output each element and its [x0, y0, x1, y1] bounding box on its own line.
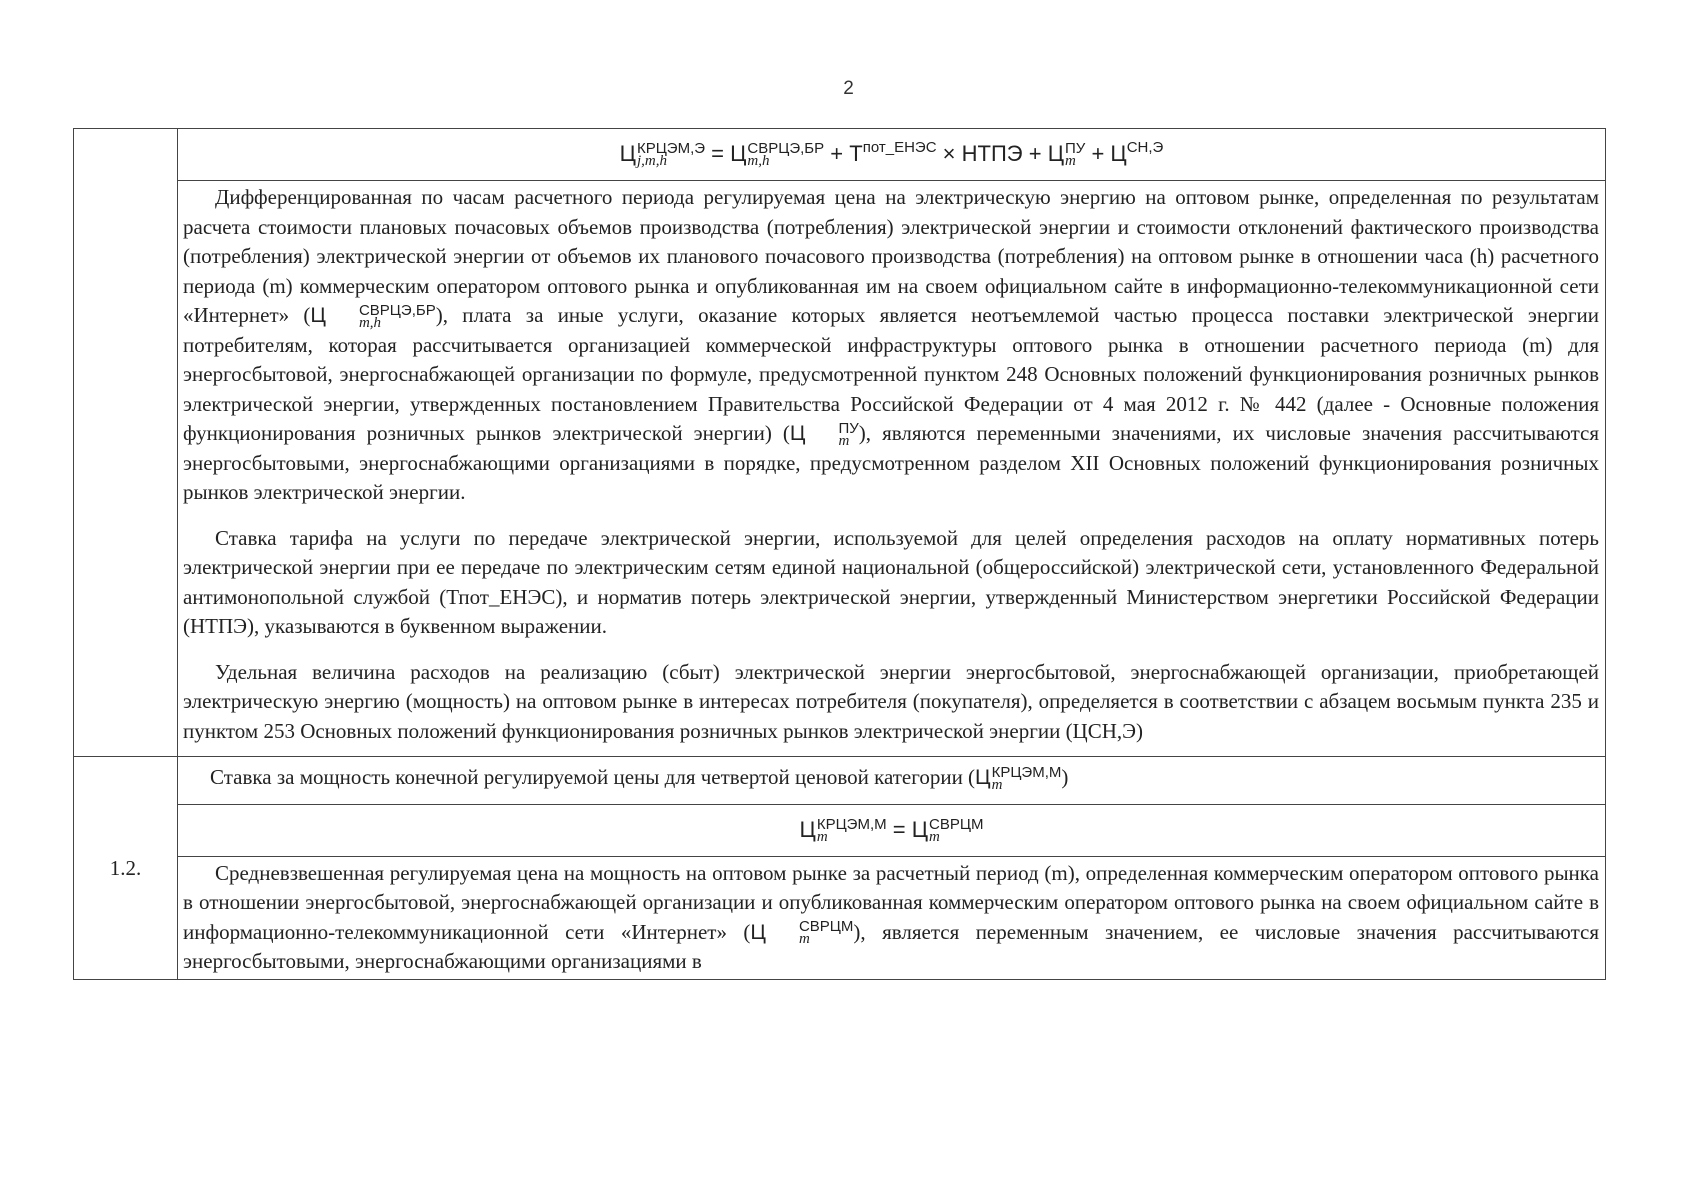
- superscript: СВРЦМ: [929, 815, 984, 833]
- subscript: m,h: [358, 314, 382, 331]
- text: Дифференцированная по часам расчетного периода регулируемая цена на электрическую энергию на оптовом рынке, определенная по результатам расчета стоимости плановых почасовых объемов производства (потребления) электрической энергии и стоимости отклонений фактического производства (потребления) электрической энергии от объемов их планового почасового производства (потребления) на оптовом рынке в отношении часа (h) расчетного периода (m) коммерческим оператором оптового рынка и опубликованная им на своем официальном сайте в информационно-телекоммуникационной сети «Интернет» (: [183, 185, 1599, 328]
- equals-sign: =: [892, 816, 906, 842]
- text: Ставка за мощность конечной регулируемой цены для четвертой ценовой категории (: [210, 765, 976, 790]
- subscript: m: [816, 828, 828, 845]
- section-1-2-text-row: [74, 856, 1606, 979]
- superscript: ПУ: [838, 419, 859, 437]
- equals-sign: =: [711, 141, 725, 166]
- symbol-base: Ц: [730, 141, 747, 166]
- subscript: m: [1065, 153, 1076, 170]
- symbol-indices: [816, 815, 887, 845]
- symbol-base: Ц: [789, 422, 806, 446]
- section-1-2-heading: [178, 757, 1606, 804]
- text: ), является переменным значением, ее числовые значения рассчитываются энергосбытовыми, энергоснабжающими организациями в: [183, 919, 1600, 974]
- plus-sign: +: [1091, 141, 1105, 166]
- symbol-base: Ц: [1047, 141, 1064, 166]
- section-1-2-description: [178, 856, 1606, 979]
- superscript: КРЦЭМ,М: [991, 763, 1062, 781]
- symbol-base: Ц: [975, 766, 991, 790]
- paragraph: [183, 859, 1599, 977]
- text: ), являются переменными значениями, их числовые значения рассчитываются энергосбытовыми, энергоснабжающими организациями в порядке, предусмотренном разделом XII Основных положений функционирования розничных рынков электрической энергии.: [183, 421, 1600, 505]
- symbol-ntpe: НТПЭ: [961, 141, 1023, 166]
- superscript: КРЦЭМ,М: [816, 815, 887, 833]
- superscript: СН,Э: [1126, 139, 1164, 156]
- row-number-empty: [74, 129, 178, 757]
- inline-symbol: [789, 419, 859, 449]
- formula-krcem-e: [178, 129, 1606, 181]
- plus-sign: +: [1028, 141, 1042, 166]
- symbol-indices: [806, 419, 859, 449]
- symbol-indices: [767, 920, 853, 946]
- symbol-indices: [991, 763, 1062, 793]
- text: ), плата за иные услуги, оказание которых является неотъемлемой частью процесса поставки электрической энергии потребителям, которая рассчитывается организацией коммерческой инфраструктуры оптового рынка в отношении расчетного периода (m) для энергосбытовой, энергоснабжающей организации по формуле, предусмотренной пунктом 248 Основных положений функционирования розничных рынков электрической энергии, утвержденных постановлением Правительства Российской Федерации от 4 мая 2012 г. № 442 (далее - Основные положения функционирования розничных рынков электрической энергии) (: [183, 303, 1599, 446]
- symbol-indices: [327, 301, 436, 331]
- inline-symbol: [750, 918, 854, 948]
- row-number: 1.2.: [74, 757, 178, 980]
- subscript: m: [798, 931, 810, 948]
- formula-krcem-m: [178, 804, 1606, 856]
- tariff-table: [73, 128, 1606, 980]
- symbol-base: Ц: [799, 816, 816, 842]
- symbol-indices: [1065, 142, 1085, 168]
- symbol-indices: [929, 815, 984, 845]
- inline-symbol: [310, 301, 436, 331]
- section-1-1-formula-row: [74, 129, 1606, 181]
- superscript: СВРЦМ: [798, 918, 854, 936]
- symbol-base: Ц: [619, 141, 636, 166]
- superscript: ПУ: [1065, 140, 1086, 158]
- superscript: пот_ЕНЭС: [862, 139, 937, 156]
- superscript: КРЦЭМ,Э: [636, 140, 706, 158]
- superscript: СВРЦЭ,БР: [358, 301, 436, 319]
- subscript: m: [929, 828, 940, 845]
- symbol-indices: [747, 142, 824, 168]
- page-number: 2: [843, 78, 854, 99]
- subscript: m: [991, 776, 1003, 793]
- symbol-base: Ц: [750, 920, 766, 944]
- inline-symbol: [975, 763, 1062, 793]
- text: Средневзвешенная регулируемая цена на мощность на оптовом рынке за расчетный период (m), определенная коммерческим оператором оптового рынка в отношении энергосбытовой, энергоснабжающей организации и опубликованная коммерческим оператором оптового рынка на своем официальном сайте в информационно-телекоммуникационной сети «Интернет» (: [183, 860, 1599, 944]
- symbol-base: Ц: [310, 304, 326, 328]
- section-1-2-formula-row: [74, 804, 1606, 856]
- text: ): [1061, 765, 1069, 790]
- superscript: СВРЦЭ,БР: [747, 140, 825, 158]
- symbol-indices: [637, 142, 705, 168]
- subscript: j,m,h: [636, 153, 667, 170]
- paragraph: Удельная величина расходов на реализацию (сбыт) электрической энергии энергосбытовой, энергоснабжающей организации, приобретающей электрическую энергию (мощность) на оптовом рынке в интересах потребителя (покупателя), определяется в соответствии с абзацем восьмым пункта 235 и пунктом 253 Основных положений функционирования розничных рынков электрической энергии (ЦСН,Э): [183, 659, 1599, 743]
- section-1-2-heading-row: [74, 757, 1606, 804]
- section-1-1-text-row: [74, 181, 1606, 757]
- section-1-1-description: [178, 181, 1606, 757]
- plus-sign: +: [830, 141, 844, 166]
- subscript: m,h: [747, 153, 770, 170]
- paragraph: [183, 183, 1599, 508]
- symbol-base: Ц: [911, 816, 928, 842]
- symbol-base: Т: [849, 141, 863, 166]
- times-sign: ×: [942, 141, 956, 166]
- symbol-base: Ц: [1110, 141, 1127, 166]
- paragraph: Ставка тарифа на услуги по передаче электрической энергии, используемой для целей определения расходов на оплату нормативных потерь электрической энергии при ее передаче по электрическим сетям единой национальной (общероссийской) электрической сети, установленного Федеральной антимонопольной службой (Тпот_ЕНЭС), и норматив потерь электрической энергии, утвержденный Министерством энергетики Российской Федерации (НТПЭ), указываются в буквенном выражении.: [183, 525, 1599, 639]
- subscript: m: [838, 432, 850, 449]
